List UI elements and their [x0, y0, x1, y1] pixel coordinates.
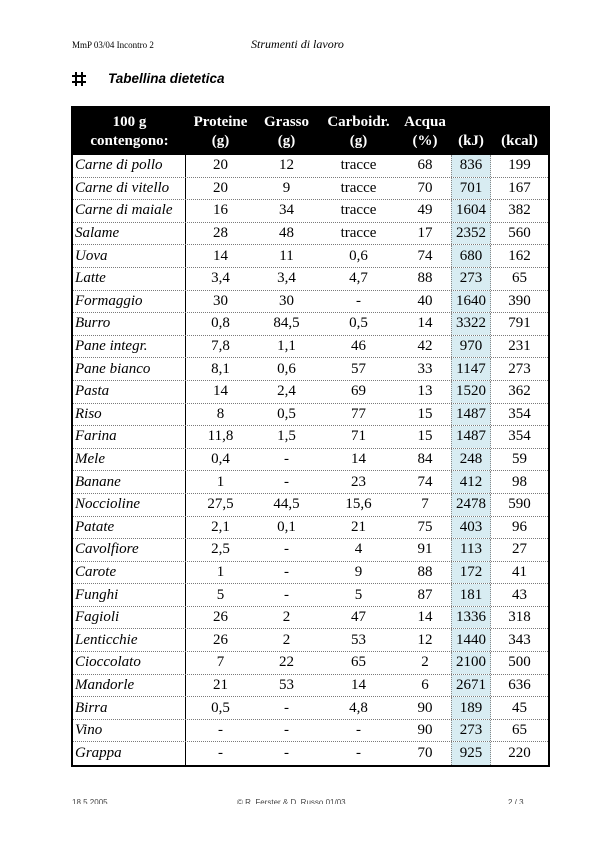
kcal-cell: 390	[508, 292, 531, 309]
carb-cell: 9	[354, 563, 363, 580]
kj-cell: 1487	[451, 426, 491, 448]
table-row	[73, 584, 548, 607]
table-row	[73, 720, 548, 743]
kj-cell: 1336	[451, 607, 491, 629]
kj-cell: 1147	[451, 358, 491, 380]
carb-cell: 0,5	[349, 315, 368, 332]
fat-cell: 30	[279, 292, 294, 309]
food-name-cell: Salame	[73, 223, 186, 245]
food-name-cell: Patate	[73, 517, 186, 539]
fat-cell: -	[284, 563, 289, 580]
food-name-cell: Carne di pollo	[73, 155, 186, 177]
protein-cell: 28	[213, 225, 228, 242]
kcal-cell: 354	[508, 428, 531, 445]
fat-cell: 53	[279, 676, 294, 693]
water-cell: 74	[417, 247, 433, 264]
column-header	[186, 108, 255, 155]
fat-cell: 48	[279, 225, 294, 242]
kcal-cell: 59	[512, 451, 527, 468]
protein-cell: 5	[216, 586, 225, 603]
kcal-cell: 362	[508, 383, 531, 400]
kcal-cell: 220	[508, 745, 531, 762]
carb-cell: 77	[351, 405, 366, 422]
protein-cell: 14	[213, 383, 228, 400]
kj-cell: 1487	[451, 404, 491, 426]
kj-cell: 189	[451, 697, 491, 719]
carb-cell: 4,8	[349, 699, 368, 716]
protein-cell: 30	[213, 292, 228, 309]
food-name-cell: Noccioline	[73, 494, 186, 516]
water-cell: 84	[417, 451, 433, 468]
kj-cell: 172	[451, 562, 491, 584]
table-row	[73, 155, 548, 178]
kcal-cell: 382	[508, 202, 531, 219]
food-name-cell: Banane	[73, 471, 186, 493]
fat-cell: 12	[279, 157, 294, 174]
protein-cell: 0,5	[211, 699, 230, 716]
food-name-cell: Pane integr.	[73, 336, 186, 358]
protein-cell: 26	[213, 631, 228, 648]
kj-cell: 2100	[451, 652, 491, 674]
column-header-line: (g)	[349, 132, 368, 149]
food-name-cell: Mele	[73, 449, 186, 471]
food-name-cell: Vino	[73, 720, 186, 742]
table-row	[73, 539, 548, 562]
water-cell: 17	[417, 225, 433, 242]
table-row	[73, 494, 548, 517]
footer-page-number: 2 / 3	[508, 798, 524, 804]
kcal-cell: 96	[512, 518, 527, 535]
column-header-line	[518, 113, 522, 132]
kcal-cell: 636	[508, 676, 531, 693]
food-name-cell: Carote	[73, 562, 186, 584]
food-name-cell: Farina	[73, 426, 186, 448]
table-body	[73, 155, 548, 765]
fat-cell: 0,6	[277, 360, 296, 377]
fat-cell: 2	[282, 631, 291, 648]
protein-cell: 8,1	[211, 360, 230, 377]
fat-cell: 22	[279, 654, 294, 671]
kcal-cell: 199	[508, 157, 531, 174]
kj-cell: 412	[451, 471, 491, 493]
table-row	[73, 245, 548, 268]
kj-cell: 1640	[451, 291, 491, 313]
protein-cell: 0,4	[211, 451, 230, 468]
column-header	[73, 108, 186, 155]
protein-cell: 8	[216, 405, 225, 422]
kcal-cell: 162	[508, 247, 531, 264]
header-doc-id: MmP 03/04 Incontro 2	[72, 40, 154, 50]
water-cell: 33	[417, 360, 433, 377]
water-cell: 12	[417, 631, 433, 648]
food-name-cell: Birra	[73, 697, 186, 719]
water-cell: 90	[417, 722, 433, 739]
protein-cell: 26	[213, 609, 228, 626]
protein-cell: 0,8	[211, 315, 230, 332]
fat-cell: 2	[282, 609, 291, 626]
column-header-line: (g)	[211, 132, 230, 149]
water-cell: 14	[417, 315, 433, 332]
section-title: Tabellina dietetica	[108, 71, 225, 86]
table-row	[73, 313, 548, 336]
protein-cell: 1	[216, 473, 225, 490]
food-name-cell: Riso	[73, 404, 186, 426]
column-header	[451, 108, 491, 155]
water-cell: 75	[417, 518, 433, 535]
footer-copyright: © R. Ferster & D. Russo 01/03	[237, 798, 346, 804]
carb-cell: -	[356, 722, 361, 739]
table-row	[73, 449, 548, 472]
food-name-cell: Carne di vitello	[73, 178, 186, 200]
kj-cell: 970	[451, 336, 491, 358]
table-row	[73, 268, 548, 291]
protein-cell: 14	[213, 247, 228, 264]
kj-cell: 1520	[451, 381, 491, 403]
carb-cell: 71	[351, 428, 366, 445]
kj-cell: 1440	[451, 629, 491, 651]
fat-cell: 0,1	[277, 518, 296, 535]
fat-cell: 0,5	[277, 405, 296, 422]
table-row	[73, 358, 548, 381]
table-row	[73, 178, 548, 201]
water-cell: 90	[417, 699, 433, 716]
carb-cell: 4,7	[349, 270, 368, 287]
carb-cell: 53	[351, 631, 366, 648]
carb-cell: 14	[351, 451, 366, 468]
column-header-line: (g)	[277, 132, 296, 149]
carb-cell: 57	[351, 360, 366, 377]
column-header	[255, 108, 318, 155]
protein-cell: 21	[213, 676, 228, 693]
carb-cell: -	[356, 745, 361, 762]
kj-cell: 701	[451, 178, 491, 200]
kcal-cell: 167	[508, 179, 531, 196]
table-row	[73, 291, 548, 314]
column-header-line: Grasso	[264, 113, 309, 130]
fat-cell: 11	[279, 247, 294, 264]
water-cell: 49	[417, 202, 433, 219]
table-row	[73, 471, 548, 494]
kcal-cell: 343	[508, 631, 531, 648]
header-title: Strumenti di lavoro	[251, 37, 344, 51]
food-name-cell: Mandorle	[73, 675, 186, 697]
column-header	[318, 108, 399, 155]
food-name-cell: Cioccolato	[73, 652, 186, 674]
footer-date: 18.5.2005	[72, 798, 108, 804]
kj-cell: 2671	[451, 675, 491, 697]
table-row	[73, 517, 548, 540]
table-row	[73, 562, 548, 585]
water-cell: 40	[417, 292, 433, 309]
fat-cell: -	[284, 541, 289, 558]
table-row	[73, 426, 548, 449]
carb-cell: tracce	[340, 202, 377, 219]
table-row	[73, 223, 548, 246]
protein-cell: -	[218, 745, 223, 762]
kcal-cell: 590	[508, 496, 531, 513]
water-cell: 74	[417, 473, 433, 490]
carb-cell: 46	[351, 338, 366, 355]
kj-cell: 248	[451, 449, 491, 471]
carb-cell: 14	[351, 676, 366, 693]
carb-cell: 21	[351, 518, 366, 535]
food-name-cell: Funghi	[73, 584, 186, 606]
table-row	[73, 336, 548, 359]
kj-cell: 2478	[451, 494, 491, 516]
protein-cell: 7	[216, 654, 225, 671]
column-header-line: 100 g	[112, 113, 147, 130]
kcal-cell: 560	[508, 225, 531, 242]
kj-cell: 273	[451, 268, 491, 290]
kcal-cell: 273	[508, 360, 531, 377]
water-cell: 87	[417, 586, 433, 603]
fat-cell: -	[284, 451, 289, 468]
protein-cell: 2,5	[211, 541, 230, 558]
kj-cell: 1604	[451, 200, 491, 222]
section-heading	[72, 71, 225, 86]
kj-cell: 925	[451, 742, 491, 765]
food-name-cell: Grappa	[73, 742, 186, 765]
fat-cell: -	[284, 745, 289, 762]
food-name-cell: Pane bianco	[73, 358, 186, 380]
carb-cell: tracce	[340, 157, 377, 174]
table-row	[73, 200, 548, 223]
kcal-cell: 500	[508, 654, 531, 671]
protein-cell: 20	[213, 157, 228, 174]
protein-cell: 16	[213, 202, 228, 219]
water-cell: 14	[417, 609, 433, 626]
water-cell: 88	[417, 270, 433, 287]
fat-cell: -	[284, 473, 289, 490]
fat-cell: -	[284, 722, 289, 739]
food-name-cell: Uova	[73, 245, 186, 267]
water-cell: 42	[417, 338, 433, 355]
kj-cell: 403	[451, 517, 491, 539]
carb-cell: 0,6	[349, 247, 368, 264]
water-cell: 70	[417, 179, 433, 196]
column-header-line: Proteine	[193, 113, 248, 130]
column-header-line: (kcal)	[501, 132, 538, 149]
fat-cell: 2,4	[277, 383, 296, 400]
table-row	[73, 652, 548, 675]
table-row	[73, 607, 548, 630]
carb-cell: tracce	[340, 225, 377, 242]
table-row	[73, 742, 548, 765]
water-cell: 68	[417, 157, 433, 174]
column-header-line	[469, 113, 473, 132]
water-cell: 70	[417, 745, 433, 762]
water-cell: 7	[421, 496, 429, 513]
carb-cell: -	[356, 292, 361, 309]
fat-cell: -	[284, 586, 289, 603]
table-header	[73, 108, 548, 155]
kj-cell: 2352	[451, 223, 491, 245]
carb-cell: 23	[351, 473, 366, 490]
column-header	[491, 108, 548, 155]
table-row	[73, 404, 548, 427]
column-header-line: (kJ)	[458, 132, 484, 149]
table-row	[73, 381, 548, 404]
food-name-cell: Latte	[73, 268, 186, 290]
carb-cell: tracce	[340, 179, 377, 196]
kcal-cell: 43	[512, 586, 527, 603]
water-cell: 88	[417, 563, 433, 580]
fat-cell: 34	[279, 202, 294, 219]
fat-cell: 9	[282, 179, 291, 196]
kcal-cell: 41	[512, 563, 527, 580]
food-name-cell: Fagioli	[73, 607, 186, 629]
fat-cell: 1,1	[277, 338, 296, 355]
protein-cell: 7,8	[211, 338, 230, 355]
table-row	[73, 697, 548, 720]
kj-cell: 836	[451, 155, 491, 177]
fat-cell: 1,5	[277, 428, 296, 445]
water-cell: 15	[417, 428, 433, 445]
page-footer	[72, 798, 552, 804]
fat-cell: -	[284, 699, 289, 716]
food-name-cell: Lenticchie	[73, 629, 186, 651]
kj-cell: 3322	[451, 313, 491, 335]
kcal-cell: 231	[508, 338, 531, 355]
kcal-cell: 65	[512, 270, 527, 287]
water-cell: 6	[421, 676, 429, 693]
kcal-cell: 27	[512, 541, 527, 558]
column-header	[399, 108, 451, 155]
fat-cell: 3,4	[277, 270, 296, 287]
kcal-cell: 98	[512, 473, 527, 490]
kj-cell: 113	[451, 539, 491, 561]
protein-cell: 11,8	[207, 428, 234, 445]
carb-cell: 5	[354, 586, 363, 603]
kj-cell: 181	[451, 584, 491, 606]
carb-cell: 69	[351, 383, 366, 400]
food-name-cell: Carne di maiale	[73, 200, 186, 222]
protein-cell: 1	[216, 563, 225, 580]
table-row	[73, 629, 548, 652]
kj-cell: 273	[451, 720, 491, 742]
kcal-cell: 318	[508, 609, 531, 626]
food-name-cell: Cavolfiore	[73, 539, 186, 561]
protein-cell: 20	[213, 179, 228, 196]
diet-table	[71, 106, 550, 767]
hash-bullet-icon	[72, 72, 86, 86]
protein-cell: 27,5	[207, 496, 234, 513]
kcal-cell: 354	[508, 405, 531, 422]
column-header-line: Carboidr.	[327, 113, 390, 130]
fat-cell: 44,5	[273, 496, 300, 513]
food-name-cell: Pasta	[73, 381, 186, 403]
carb-cell: 4	[354, 541, 363, 558]
protein-cell: -	[218, 722, 223, 739]
column-header-line: (%)	[412, 132, 438, 149]
kcal-cell: 65	[512, 722, 527, 739]
protein-cell: 3,4	[211, 270, 230, 287]
water-cell: 91	[417, 541, 433, 558]
carb-cell: 65	[351, 654, 366, 671]
carb-cell: 15,6	[345, 496, 372, 513]
water-cell: 15	[417, 405, 433, 422]
water-cell: 13	[417, 383, 433, 400]
kcal-cell: 45	[512, 699, 527, 716]
fat-cell: 84,5	[273, 315, 300, 332]
kj-cell: 680	[451, 245, 491, 267]
water-cell: 2	[421, 654, 429, 671]
protein-cell: 2,1	[211, 518, 230, 535]
kcal-cell: 791	[508, 315, 531, 332]
column-header-line: Acqua	[404, 113, 446, 130]
food-name-cell: Burro	[73, 313, 186, 335]
food-name-cell: Formaggio	[73, 291, 186, 313]
column-header-line: contengono:	[90, 132, 169, 149]
table-row	[73, 675, 548, 698]
carb-cell: 47	[351, 609, 366, 626]
